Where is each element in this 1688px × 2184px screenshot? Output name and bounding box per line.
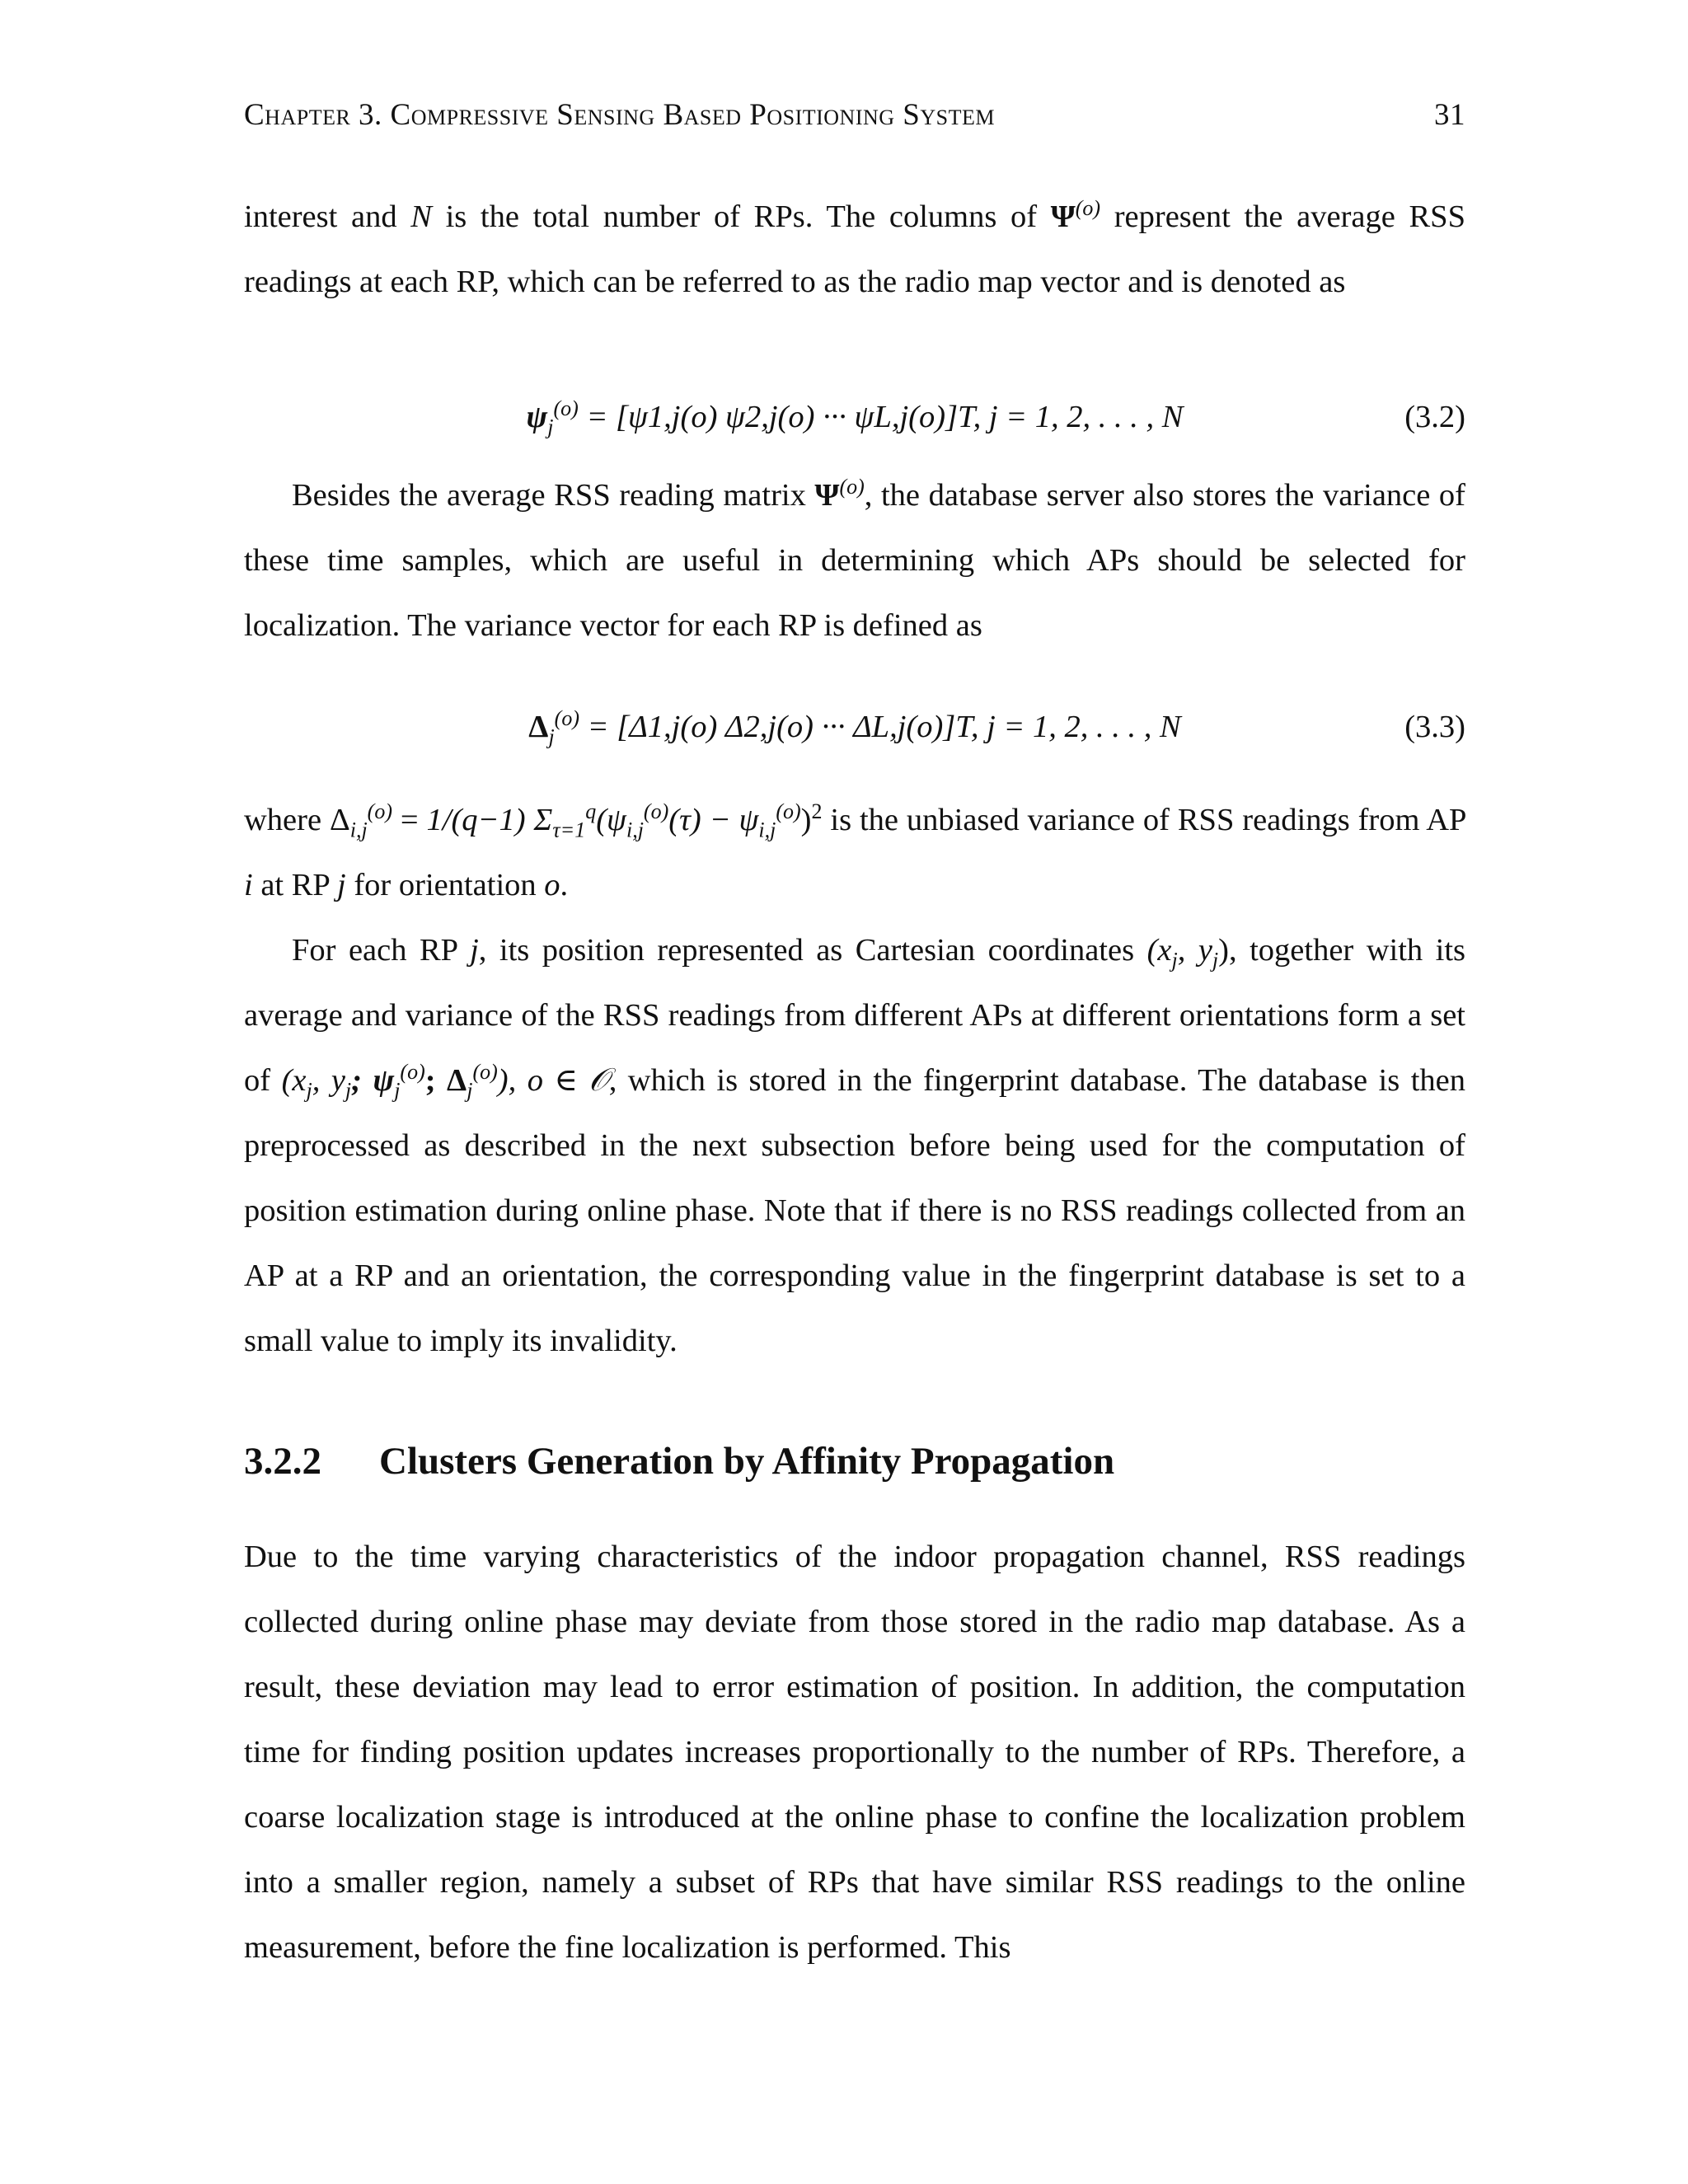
page-number: 31 bbox=[1434, 98, 1465, 132]
paragraph-4: For each RP j, its position represented as Cartesian coordinates ($x_j$, $y_j$), together with its average and variance of the RSS readings from different APs at different orientations form a set of ($x_j$, $y_j$; $\psi_j^{(o)}$; $\Delta_j^{(o)}$), o ∈ 𝒪, which is stored in the fingerprint database. The database is then preprocessed as described in the next subsection before being used for the computation of position estimation during online phase. Note that if there is no RSS readings collected from an AP at a RP and an orientation, the corresponding value in the fingerprint database is set to a small value to imply its invalidity. bbox=[244, 933, 1466, 1358]
running-head bbox=[244, 97, 1465, 140]
paragraph-5: Due to the time varying characteristics of the indoor propagation channel, RSS readings collected during online phase may deviate from those stored in the radio map database. As a result, these deviation may lead to error estimation of position. In addition, the computation time for finding position updates increases proportionally to the number of RPs. Therefore, a coarse localization stage is introduced at the online phase to confine the localization problem into a smaller region, namely a subset of RPs that have similar RSS readings to the online measurement, before the fine localization is performed. This bbox=[244, 1540, 1465, 1965]
section-number: 3.2.2 bbox=[244, 1440, 321, 1483]
paragraph-3: where $\Delta_{i,j}^{(o)} = 1/(q-1) \Sigma_{\tau=1}^q(\psi_{i,j}^{(o)}(\tau) - \psi_{i,j}^{(o)})^2$ is the unbiased variance of RSS readings from AP i at RP j for orientation o. bbox=[244, 799, 1465, 902]
paragraph-2: Besides the average RSS reading matrix $\Psi^{(o)}$, the database server also stores the variance of these time samples, which are useful in determining which APs should be selected for localization. The variance vector for each RP is defined as bbox=[244, 475, 1465, 643]
equation-3-2-formula: $\psi_j^{(o)} = [\psi 1,j(o)$ ψ2,j(o) ··· ψL,j(o)]T, j = 1, 2, . . . , N bbox=[526, 396, 1184, 439]
equation-3-2 bbox=[244, 382, 1465, 457]
page bbox=[244, 0, 1465, 2184]
chapter-title: Chapter 3. Compressive Sensing Based Positioning System bbox=[244, 98, 995, 132]
equation-3-2-number: (3.2) bbox=[1404, 400, 1465, 434]
section-title: Clusters Generation by Affinity Propagation bbox=[379, 1440, 1115, 1483]
paragraph-1: interest and N is the total number of RPs. The columns of $\Psi^{(o)}$ represent the average RSS readings at each RP, which can be referred to as the radio map vector and is denoted as bbox=[244, 196, 1466, 299]
equation-3-3-number: (3.3) bbox=[1404, 710, 1465, 744]
section-heading bbox=[244, 1439, 1465, 1483]
equation-3-3 bbox=[244, 692, 1465, 766]
equation-3-3-formula: $\Delta_j^{(o)} = [\Delta 1,j(o)$ Δ2,j(o) ··· ΔL,j(o)]T, j = 1, 2, . . . , N bbox=[528, 706, 1181, 749]
